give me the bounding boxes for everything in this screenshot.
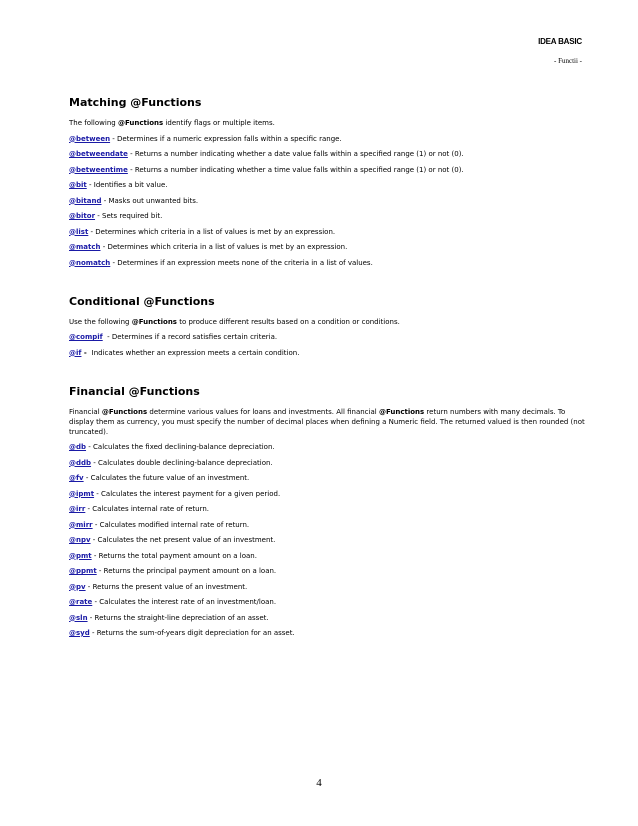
function-link[interactable]: @compif [69, 333, 103, 341]
separator: - [91, 458, 99, 467]
function-description: Calculates double declining-balance depreciation. [98, 458, 273, 467]
intro-bold: @Functions [101, 407, 148, 416]
separator: - [110, 134, 118, 143]
function-description: Returns the principal payment amount on a loan. [103, 567, 277, 575]
separator: - [127, 150, 135, 158]
document-header-subtitle: - Functii - [554, 57, 582, 65]
function-item [69, 348, 589, 358]
function-item [69, 489, 589, 499]
function-description: Returns the total payment amount on a loan. [98, 551, 257, 560]
separator: - [127, 165, 135, 174]
function-item [69, 535, 589, 545]
function-item [69, 442, 589, 452]
function-item [69, 458, 589, 468]
function-item [69, 211, 589, 221]
function-description: Returns a number indicating whether a time value falls within a specified range (1) or not (0). [134, 165, 464, 174]
function-description: Returns the present value of an investment. [92, 582, 248, 591]
function-link[interactable]: @betweentime [69, 165, 128, 174]
function-description: Calculates the fixed declining-balance depreciation. [93, 443, 275, 451]
separator: - [81, 348, 92, 357]
function-link[interactable]: @ddb [69, 458, 92, 467]
function-item [69, 149, 589, 159]
function-description: Calculates the net present value of an investment. [97, 536, 276, 544]
function-description: Calculates the interest rate of an investment/loan. [99, 598, 277, 606]
function-description: Calculates the future value of an investment. [90, 474, 250, 482]
separator: - [102, 333, 112, 341]
separator: - [86, 443, 94, 451]
function-item [69, 258, 589, 268]
function-link[interactable]: @pv [69, 582, 86, 591]
function-item [69, 504, 589, 514]
separator: - [94, 489, 102, 498]
function-description: Determines if a numeric expression falls within a specific range. [117, 134, 342, 143]
section-conditional-functions [69, 295, 589, 358]
intro-text: The following [69, 119, 118, 127]
function-item [69, 582, 589, 592]
function-description: Sets required bit. [102, 212, 163, 220]
function-link[interactable]: @ppmt [69, 567, 97, 575]
section-title: Financial @Functions [69, 384, 200, 398]
intro-text: identify flags or multiple items. [163, 119, 275, 127]
function-link[interactable]: @npv [69, 536, 91, 544]
separator: - [96, 567, 104, 575]
function-link[interactable]: @pmt [69, 551, 92, 560]
function-description: Returns a number indicating whether a date value falls within a specified range (1) or not (0). [134, 150, 464, 158]
function-description: Indicates whether an expression meets a certain condition. [91, 348, 300, 357]
function-link[interactable]: @irr [69, 505, 86, 513]
function-item [69, 134, 589, 144]
separator: - [89, 629, 97, 637]
function-description: Calculates the interest payment for a given period. [101, 489, 281, 498]
section-intro [69, 118, 589, 128]
section-financial-functions [69, 385, 589, 639]
section-title: Matching @Functions [69, 96, 202, 109]
function-description: Identifies a bit value. [93, 181, 168, 189]
separator: - [87, 613, 95, 622]
function-item [69, 165, 589, 175]
function-link[interactable]: @rate [69, 598, 93, 606]
intro-text: to produce different results based on a condition or conditions. [176, 317, 400, 326]
function-item [69, 242, 589, 252]
function-link[interactable]: @bitor [69, 212, 96, 220]
function-link[interactable]: @ipmt [69, 489, 95, 498]
document-body [69, 96, 589, 644]
function-link[interactable]: @list [69, 227, 89, 236]
section-intro [69, 407, 589, 437]
separator: - [83, 474, 91, 482]
function-link[interactable]: @betweendate [69, 150, 128, 158]
section-intro [69, 317, 589, 327]
function-description: Determines which criteria in a list of values is met by an expression. [95, 227, 336, 236]
function-item [69, 597, 589, 607]
function-description: Masks out unwanted bits. [108, 196, 199, 205]
function-description: Calculates internal rate of return. [92, 505, 209, 513]
function-item [69, 227, 589, 237]
function-link[interactable]: @syd [69, 629, 90, 637]
intro-text: Financial [69, 407, 102, 416]
separator: - [88, 227, 96, 236]
separator: - [95, 212, 103, 220]
function-item [69, 613, 589, 623]
intro-text: determine various values for loans and investments. All financial [147, 407, 379, 416]
function-link[interactable]: @sln [69, 613, 88, 622]
function-item [69, 628, 589, 638]
function-description: Returns the sum-of-years digit depreciation for an asset. [96, 629, 295, 637]
intro-bold: @Functions [117, 119, 164, 127]
function-link[interactable]: @nomatch [69, 258, 111, 267]
function-link[interactable]: @db [69, 443, 87, 451]
function-link[interactable]: @if [69, 348, 82, 357]
document-header-title: IDEA BASIC [538, 37, 582, 46]
function-link[interactable]: @bit [69, 181, 87, 189]
intro-text: Use the following [69, 317, 132, 326]
separator: - [101, 196, 109, 205]
intro-text: return numbers with many decimals. To display them as currency, you must specify the number of decimal places when defining a Numeric field. The returned valued is then rounded (not truncated). [69, 407, 585, 436]
separator: - [92, 520, 100, 529]
page-number: 4 [316, 777, 322, 789]
function-item [69, 566, 589, 576]
function-link[interactable]: @match [69, 243, 101, 251]
function-item [69, 196, 589, 206]
function-description: Calculates modified internal rate of return. [99, 520, 250, 529]
separator: - [91, 551, 99, 560]
function-link[interactable]: @mirr [69, 520, 93, 529]
function-item [69, 520, 589, 530]
function-link[interactable]: @fv [69, 474, 84, 482]
function-link[interactable]: @between [69, 134, 111, 143]
function-description: Determines which criteria in a list of values is met by an expression. [107, 243, 348, 251]
section-title: Conditional @Functions [69, 294, 215, 308]
function-item [69, 473, 589, 483]
function-description: Returns the straight-line depreciation of an asset. [94, 613, 269, 622]
intro-bold: @Functions [378, 407, 425, 416]
separator: - [110, 258, 118, 267]
section-matching-functions [69, 96, 589, 268]
separator: - [85, 582, 93, 591]
separator: - [92, 598, 100, 606]
function-link[interactable]: @bitand [69, 196, 102, 205]
function-item [69, 332, 589, 342]
intro-bold: @Functions [131, 317, 177, 326]
separator: - [86, 181, 94, 189]
function-item [69, 551, 589, 561]
separator: - [100, 243, 108, 251]
function-description: Determines if a record satisfies certain criteria. [111, 333, 278, 341]
separator: - [90, 536, 98, 544]
function-description: Determines if an expression meets none of the criteria in a list of values. [117, 258, 373, 267]
separator: - [85, 505, 93, 513]
function-item [69, 180, 589, 190]
